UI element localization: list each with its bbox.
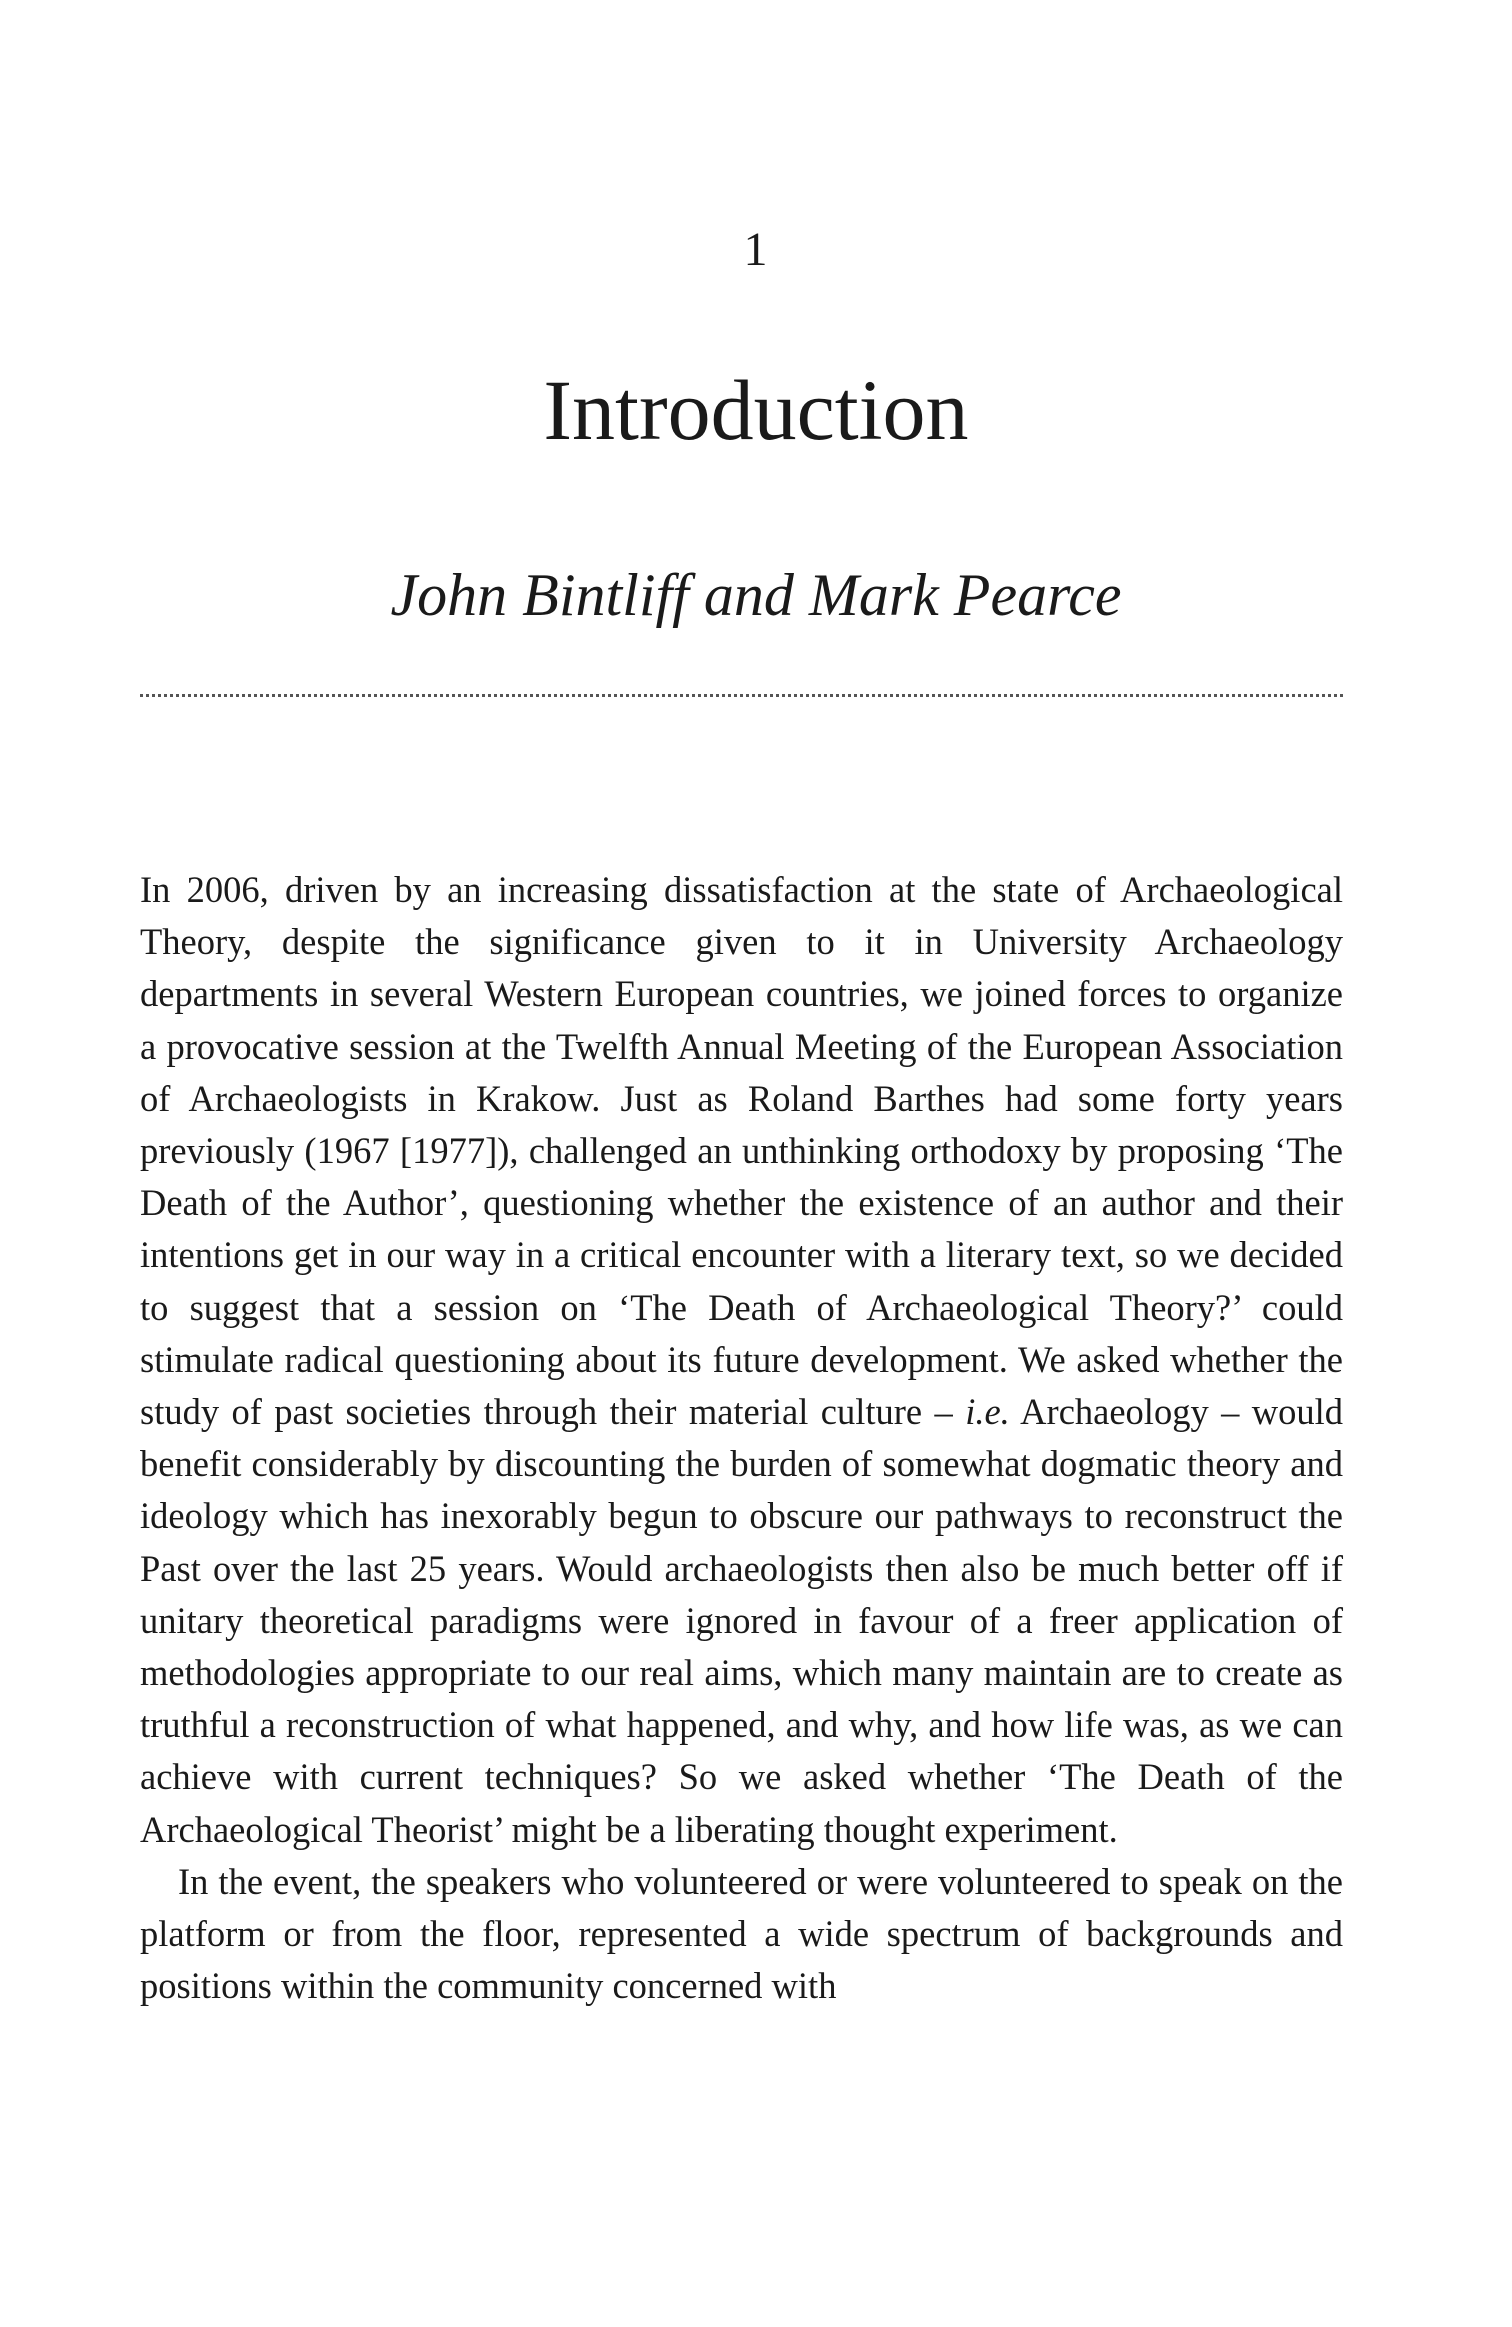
paragraph-1-italic-ie: i.e. (965, 1391, 1010, 1433)
paragraph-2: In the event, the speakers who volunteered or were volunteered to speak on the platform or from the floor, represented a wide spectrum of backgrounds and positions within the community concerned with (140, 1860, 1343, 2007)
chapter-authors: John Bintliff and Mark Pearce (390, 562, 1122, 628)
chapter-title: Introduction (543, 362, 969, 458)
chapter-number: 1 (743, 223, 769, 276)
paragraph-1-part-1: In 2006, driven by an increasing dissatisfaction at the state of Archaeological Theory, despite the significance given to it in University Archaeology departments in several Western European countries, we joined forces to organize a provocative session at the Twelfth Annual Meeting of the European Association of Archaeologists in Krakow. Just as Roland Barthes had some forty years previously (1967 [1977]), challenged an unthinking orthodoxy by proposing ‘The Death of the Author’, questioning whether the existence of an author and their intentions get in our way in a critical encounter with a literary text, so we decided to suggest that a session on ‘The Death of Archaeological Theory?’ could stimulate radical questioning about its future development. We asked whether the study of past societies through their material culture – (140, 869, 1343, 1433)
dotted-divider (140, 694, 1343, 697)
paragraph-1-part-2: Archaeology – would benefit considerably by discounting the burden of somewhat dogmatic theory and ideology which has inexorably begun to obscure our pathways to reconstruct the Past over the last 25 years. Would archaeologists then also be much better off if unitary theoretical paradigms were ignored in favour of a freer application of methodologies appropriate to our real aims, which many maintain are to create as truthful a reconstruction of what happened, and why, and how life was, as we can achieve with current techniques? So we asked whether ‘The Death of the Archaeological Theorist’ might be a liberating thought experiment. (140, 1391, 1343, 1850)
body-text (140, 864, 1343, 2012)
paragraph-1 (140, 864, 1343, 1856)
